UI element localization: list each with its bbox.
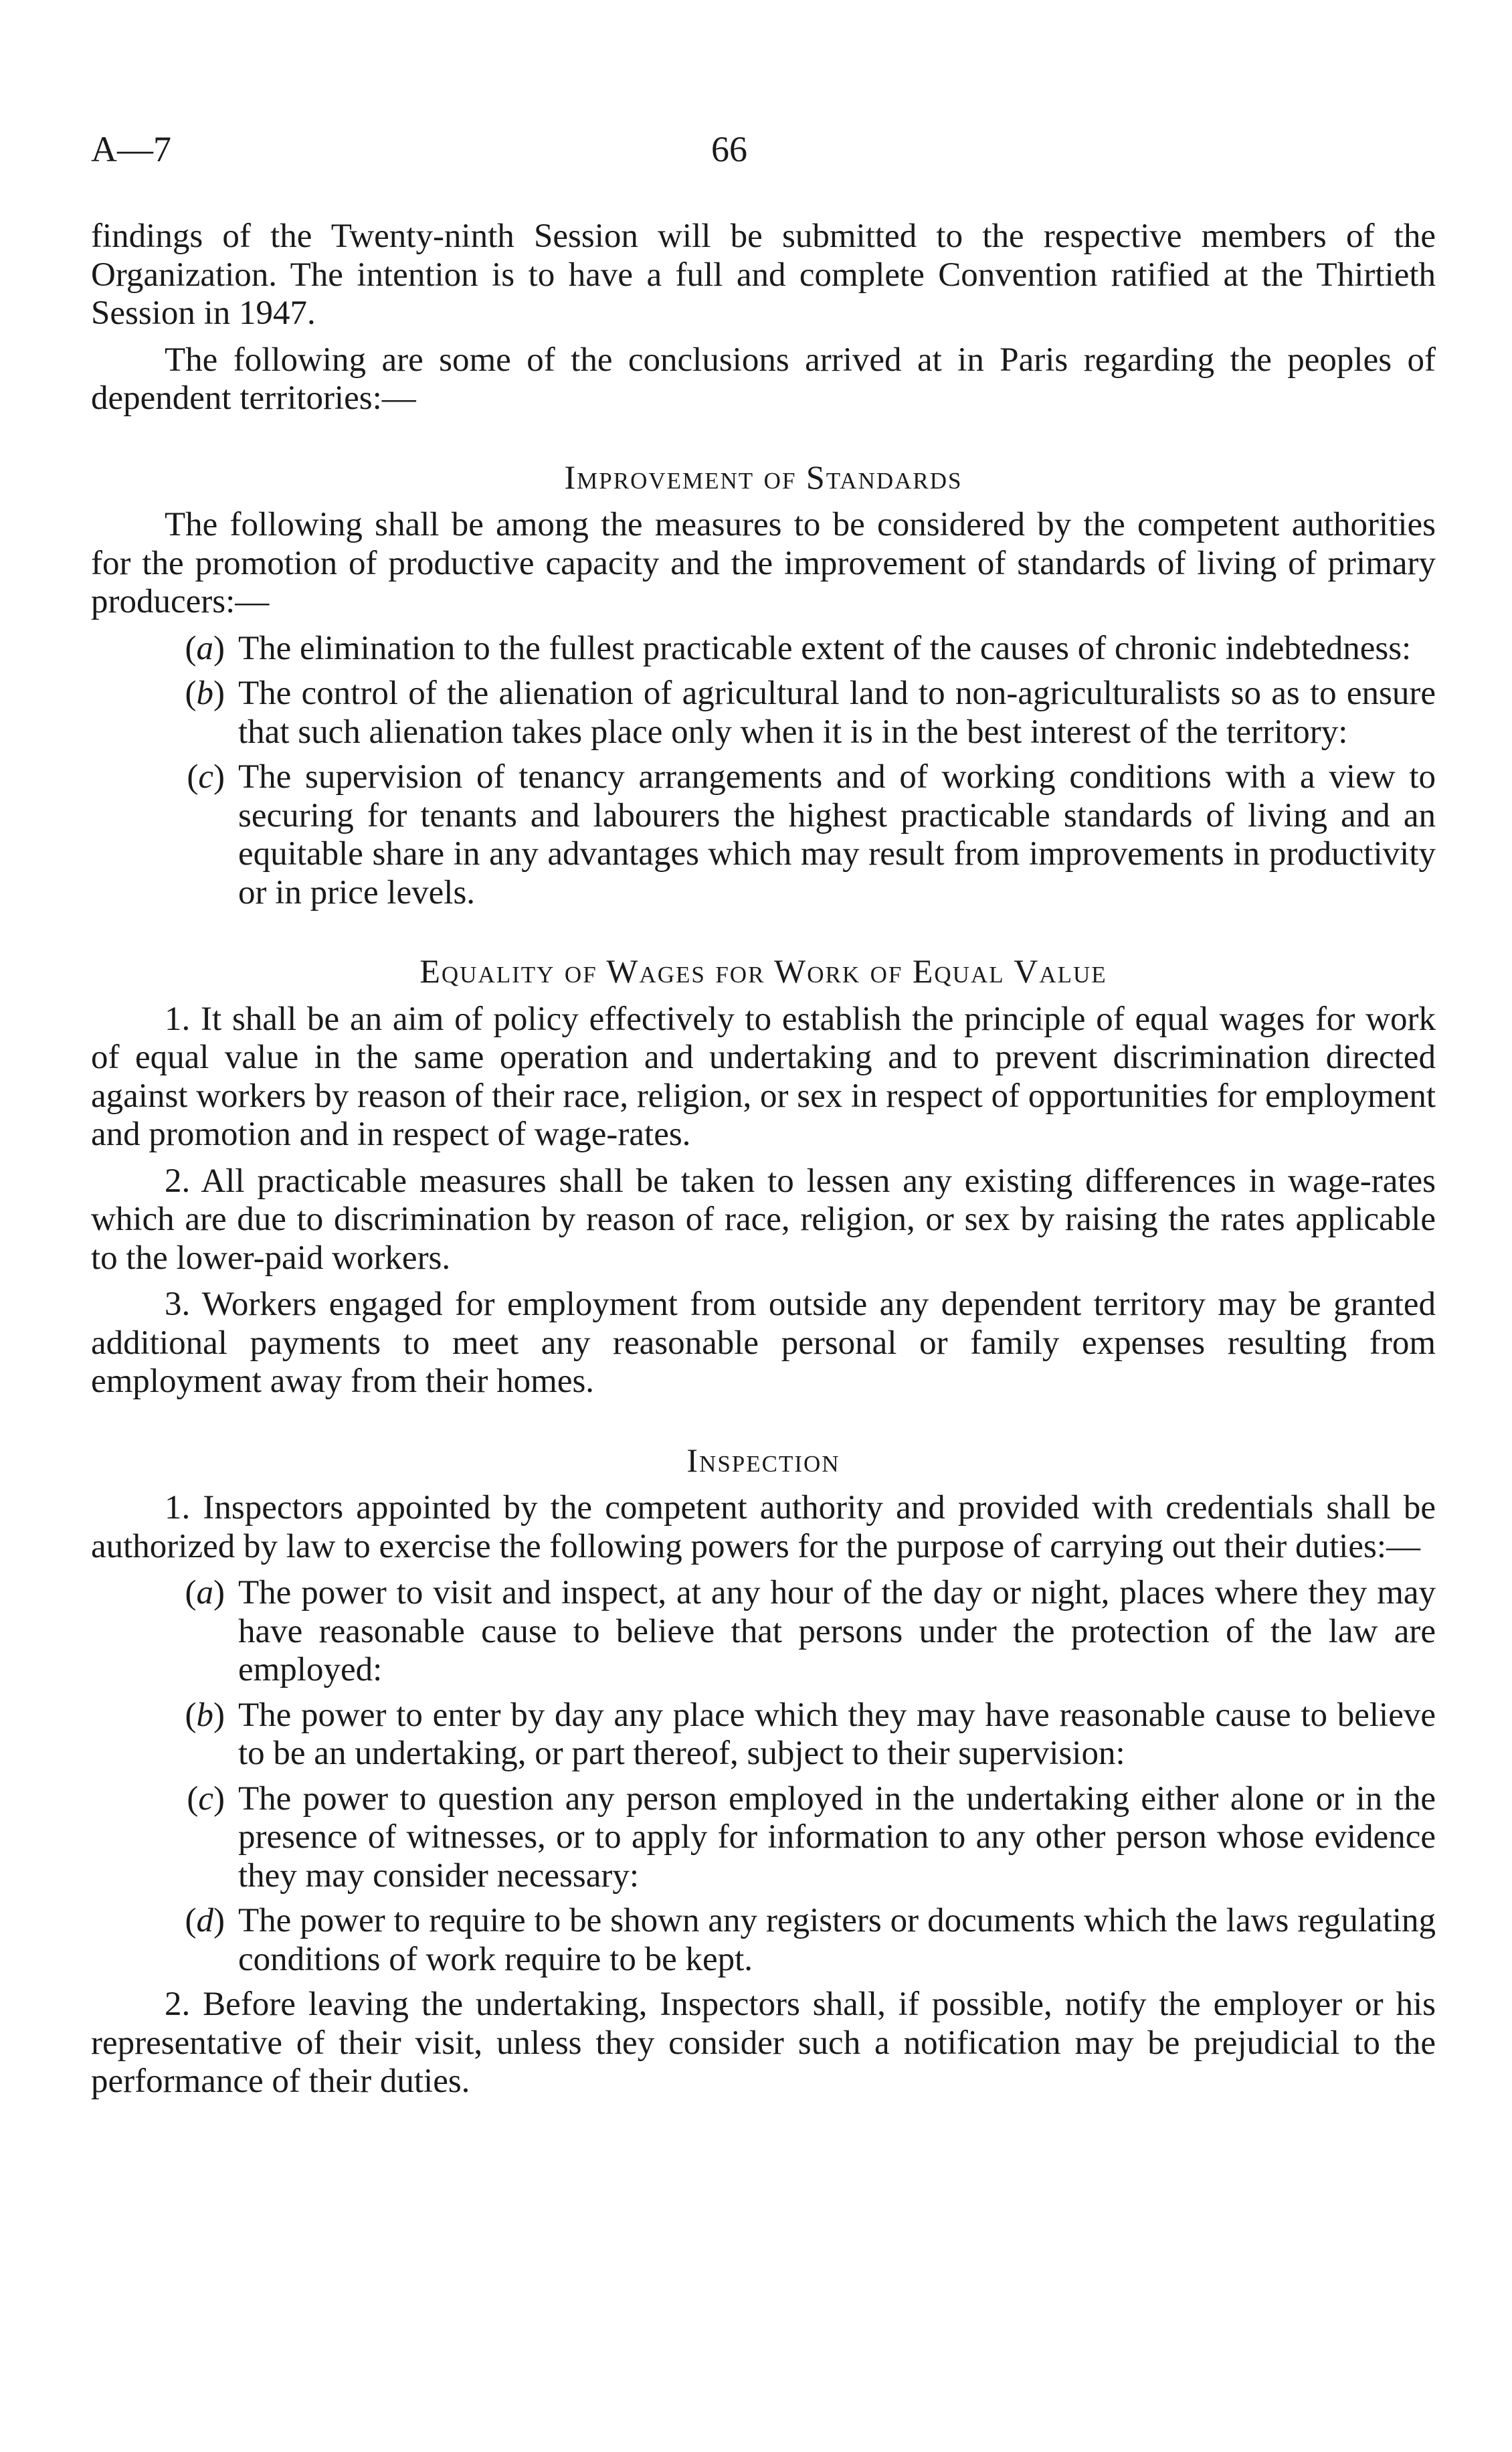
list-item-label: b	[196, 675, 214, 712]
wages-paragraph-1: 1. It shall be an aim of policy effectively to establish the principle of equal wages for work of equal value in the same operation and undertaking and to prevent discrimination directed against workers by reason of their race, religion, or sex in respect of opportunities for employment and promotion and in respect of wage-rates.	[91, 1000, 1436, 1153]
list-item: (b) The control of the alienation of agricultural land to non-agriculturalists so as to ensure that such alienation takes place only when it is in the best interest of the territory:	[185, 675, 1436, 751]
page-header	[91, 128, 1421, 175]
list-item-text: The power to enter by day any place which they may have reasonable cause to believe to be an undertaking, or part thereof, subject to their supervision:	[238, 1696, 1436, 1772]
list-item: (a) The power to visit and inspect, at any hour of the day or night, places where they may have reasonable cause to believe that persons under the protection of the law are employed:	[185, 1574, 1436, 1688]
list-item: (d) The power to require to be shown any registers or documents which the laws regulating conditions of work require to be kept.	[185, 1902, 1436, 1978]
list-item: (a) The elimination to the fullest practicable extent of the causes of chronic indebtedness:	[91, 630, 1436, 669]
section-heading-wages: Equality of Wages for Work of Equal Value	[419, 952, 1107, 990]
document-reference: A—7	[91, 129, 171, 169]
list-item-label: b	[196, 1696, 214, 1734]
wages-paragraph-3: 3. Workers engaged for employment from outside any dependent territory may be granted additional payments to meet any reasonable personal or family expenses resulting from employment away from their homes.	[91, 1286, 1436, 1400]
standards-lead: The following shall be among the measures to be considered by the competent authorities for the promotion of productive capacity and the improvement of standards of living of primary producers:—	[91, 506, 1436, 620]
list-item-label: a	[196, 1574, 214, 1611]
inspection-closing: 2. Before leaving the undertaking, Inspectors shall, if possible, notify the employer or his representative of their visit, unless they consider such a notification may be prejudicial to the performance of their duties.	[91, 1986, 1436, 2100]
list-item: (c) The supervision of tenancy arrangements and of working conditions with a view to securing for tenants and labourers the highest practicable standards of living and an equitable share in any advantages which may result from improvements in productivity or in price levels.	[187, 758, 1436, 911]
section-heading-inspection: Inspection	[686, 1441, 840, 1479]
list-item-text: The control of the alienation of agricultural land to non-agriculturalists so as to ensure that such alienation takes place only when it is in the best interest of the territory:	[238, 675, 1436, 751]
list-item: (b) The power to enter by day any place which they may have reasonable cause to believe to be an undertaking, or part thereof, subject to their supervision:	[185, 1696, 1436, 1772]
list-item-text: The power to question any person employed in the undertaking either alone or in the presence of witnesses, or to apply for information to any other person whose evidence they may consider necessary:	[238, 1779, 1436, 1895]
intro-paragraph-2: The following are some of the conclusions arrived at in Paris regarding the peoples of dependent territories:—	[91, 341, 1436, 417]
document-body	[91, 217, 1436, 2109]
list-item: (c) The power to question any person employed in the undertaking either alone or in the presence of witnesses, or to apply for information to any other person whose evidence they may consider necessary:	[187, 1779, 1436, 1895]
wages-paragraph-2: 2. All practicable measures shall be taken to lessen any existing differences in wage-rates which are due to discrimination by reason of race, religion, or sex by raising the rates applicable to the lower-paid workers.	[91, 1162, 1436, 1277]
list-item-text: The elimination to the fullest practicable extent of the causes of chronic indebtedness:	[238, 629, 1412, 667]
list-item-label: c	[198, 1779, 214, 1818]
inspection-lead: 1. Inspectors appointed by the competent authority and provided with credentials shall be authorized by law to exercise the following powers for the purpose of carrying out their duties:—	[91, 1489, 1436, 1565]
list-item-label: a	[196, 629, 214, 667]
page-number: 66	[711, 129, 747, 169]
list-item-label: d	[196, 1902, 214, 1939]
list-item-label: c	[198, 758, 214, 796]
intro-paragraph-1: findings of the Twenty-ninth Session will be submitted to the respective members of the Organization. The intention is to have a full and complete Convention ratified at the Thirtieth Session in 1947.	[91, 217, 1436, 332]
list-item-text: The power to require to be shown any registers or documents which the laws regulating conditions of work require to be kept.	[238, 1902, 1436, 1978]
section-heading-standards: Improvement of Standards	[564, 458, 963, 496]
list-item-text: The supervision of tenancy arrangements and of working conditions with a view to securing for tenants and labourers the highest practicable standards of living and an equitable share in any advantages which may result from improvements in productivity or in price levels.	[238, 758, 1436, 911]
list-item-text: The power to visit and inspect, at any hour of the day or night, places where they may have reasonable cause to believe that persons under the protection of the law are employed:	[238, 1574, 1436, 1688]
